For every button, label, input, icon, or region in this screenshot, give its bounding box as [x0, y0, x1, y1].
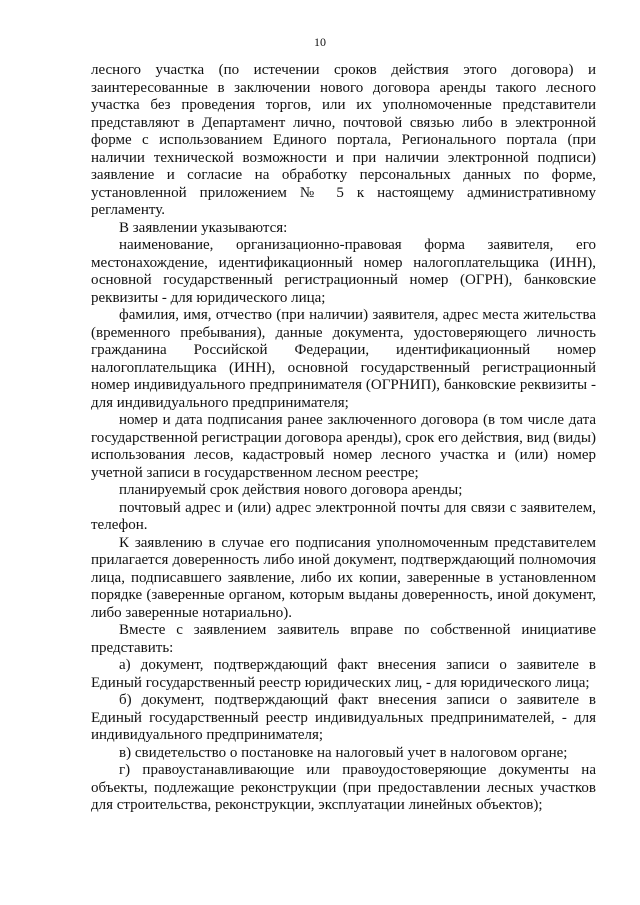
paragraph: номер и дата подписания ранее заключенного договора (в том числе дата государственной регистрации договора аренды), срок его действия, вид (виды) использования лесов, кадастровый номер лесного участка и (или) номер учетной записи в государственном лесном реестре; — [91, 412, 596, 481]
paragraph: планируемый срок действия нового договора аренды; — [119, 482, 463, 498]
paragraph: К заявлению в случае его подписания уполномоченным представителем прилагается доверенность либо иной документ, подтверждающий полномочия лица, подписавшего заявление, либо их копии, заверенные в установленном порядке (заверенные органом, которым выданы доверенность, иной документ, либо заверенные нотариально). — [91, 534, 596, 621]
paragraph: г) правоустанавливающие или правоудостоверяющие документы на объекты, подлежащие реконструкции (при предоставлении лесных участков для строительства, реконструкции, эксплуатации линейных объектов); — [91, 762, 596, 813]
paragraph: наименование, организационно-правовая форма заявителя, его местонахождение, идентификационный номер налогоплательщика (ИНН), основной государственный регистрационный номер (ОГРН), банковские реквизиты - для юридического лица; — [91, 237, 596, 306]
paragraph: почтовый адрес и (или) адрес электронной почты для связи с заявителем, телефон. — [91, 499, 596, 533]
page-number: 10 — [314, 35, 326, 49]
document-body — [91, 62, 596, 815]
paragraph: б) документ, подтверждающий факт внесения записи о заявителе в Единый государственный реестр индивидуальных предпринимателей, - для индивидуального предпринимателя; — [91, 692, 596, 743]
paragraph: а) документ, подтверждающий факт внесения записи о заявителе в Единый государственный реестр юридических лиц, - для юридического лица; — [91, 657, 596, 691]
paragraph: фамилия, имя, отчество (при наличии) заявителя, адрес места жительства (временного пребывания), данные документа, удостоверяющего личность гражданина Российской Федерации, идентификационный номер налогоплательщика (ИНН), основной государственный регистрационный номер индивидуального предпринимателя (ОГРНИП), банковские реквизиты - для индивидуального предпринимателя; — [91, 307, 596, 411]
paragraph: В заявлении указываются: — [119, 219, 288, 236]
paragraph: Вместе с заявлением заявитель вправе по собственной инициативе представить: — [91, 622, 596, 656]
paragraph: лесного участка (по истечении сроков действия этого договора) и заинтересованные в заключении нового договора аренды такого лесного участка без проведения торгов, или их уполномоченные представители представляют в Департамент лично, почтовой связью либо в электронной форме с использованием Единого портала, Регионального портала (при наличии технической возможности и при наличии электронной подписи) заявление и согласие на обработку персональных данных по форме, установленной приложением № 5 к настоящему административному регламенту. — [91, 62, 596, 218]
paragraph: в) свидетельство о постановке на налоговый учет в налоговом органе; — [119, 744, 568, 761]
